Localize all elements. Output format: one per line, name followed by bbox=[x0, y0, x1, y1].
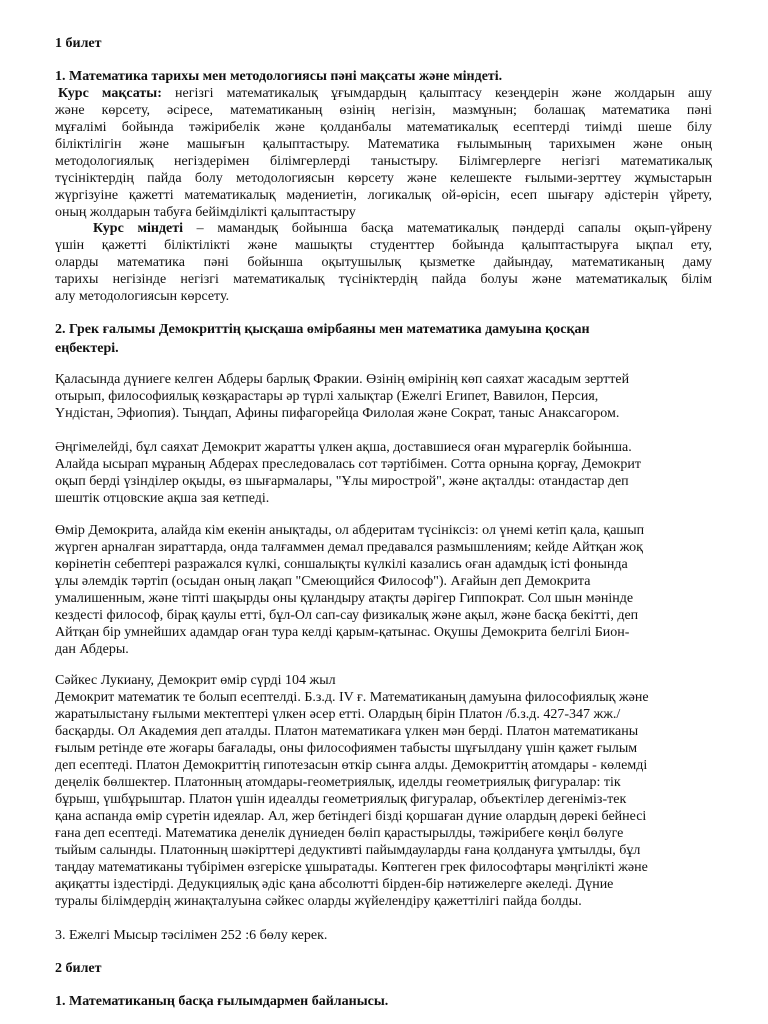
task-line-5: алу методологиясын көрсету. bbox=[55, 289, 230, 304]
task-line-3: оларды математика пәні бойынша оқытушылық қызметке дайындау, математиканың даму bbox=[55, 255, 712, 270]
question-1-heading: 1. Математика тарихы мен методологиясы пәні мақсаты және міндеті. bbox=[55, 69, 503, 84]
goal-line-1 bbox=[58, 86, 712, 102]
paragraph-3-line-4: ұлы әлемдік тәртіп (осыдан оның лақап "Смеющийся Философ"). Ағайын деп Демокрита bbox=[55, 574, 591, 589]
paragraph-4-line-14: туралы білімдердің жинақталуына сәйкес оларды жүйелендіру қажеттілігі пайда болды. bbox=[55, 894, 582, 909]
task-line-1-text: – мамандық бойынша басқа математикалық пәндерді сапалы оқып-үйрену bbox=[183, 221, 712, 236]
paragraph-3-line-8: дан Абдеры. bbox=[55, 642, 129, 657]
question-2-heading-line-1: 2. Грек ғалымы Демокриттің қысқаша өмірбаяны мен математика дамуына қосқан bbox=[55, 322, 590, 337]
paragraph-4-line-13: ақиқатты іздестірді. Дедукциялық әдіс қана абсолютті бірден-бір нәтижелерге әкеледі. Дүние bbox=[55, 877, 614, 892]
paragraph-4-line-1: Сәйкес Лукиану, Демокрит өмір сүрді 104 жыл bbox=[55, 673, 336, 688]
paragraph-4-line-9: қана аспанда өмір сүретін идеялар. Ал, жер бетіндегі бізді қоршаған дүние олардың дөрекі бейнесі bbox=[55, 809, 647, 824]
task-line-2: үшін қажетті біліктілікті және машықты студенттер бойында қалыптастыруға ықпал ету, bbox=[55, 238, 712, 253]
ticket-2-title: 2 билет bbox=[55, 961, 102, 976]
paragraph-4-line-2: Демокрит математик те болып есептелді. Б.з.д. IV ғ. Математиканың дамуына философиялық және bbox=[55, 690, 649, 705]
paragraph-4-line-10: ғана деп есептеді. Математика денелік дүниеден бөліп қарастырылды, тәжірибеге көңіл бөлуге bbox=[55, 826, 624, 841]
task-label: Курс міндеті bbox=[93, 221, 184, 236]
paragraph-2-line-1: Әңгімелейді, бұл саяхат Демокрит жаратты үлкен ақша, доставшиеся оған мұрагерлік бойынша. bbox=[55, 440, 632, 455]
paragraph-3-line-3: көрінетін себептері разражался күлкі, соншалықты күлкілі казались оған адамдық істі фонында bbox=[55, 557, 628, 572]
goal-line-2: және көрсету, әсіресе, математиканың өзінің негізін, мазмұнын; болашақ математика пәні bbox=[55, 103, 712, 118]
paragraph-1-line-2: отырып, философиялық көзқарастары әр түрлі халықтар (Ежелгі Египет, Вавилон, Персия, bbox=[55, 389, 599, 404]
paragraph-4-line-12: таңдау математиканы түбірімен өзгеріске ұшыратады. Көптеген грек философтары мәңгілікті және bbox=[55, 860, 648, 875]
goal-line-1-text: негізгі математикалық ұғымдардың қалыптасу кезеңдерін және жолдарын ашу bbox=[161, 86, 712, 101]
goal-label: Курс мақсаты: bbox=[58, 86, 162, 101]
paragraph-4-line-8: бұрыш, үшбұрыштар. Платон үшін идеалды геометриялық фигуралар, объектілер дегеніміз-тек bbox=[55, 792, 627, 807]
paragraph-2-line-2: Алайда ысырап мұраның Абдерах преследовалась сот тәртібімен. Сотта орнына қорғау, Демокрит bbox=[55, 457, 641, 472]
question-2-heading-line-2: еңбектері. bbox=[55, 341, 119, 356]
goal-line-3: мұғалімі бойында тәжірибелік және қолданбалы математикалық есептерді тиімді шеше білу bbox=[55, 120, 712, 135]
paragraph-3-line-5: умалишенным, және тіпті шақырды оны құландыру атақты дәрігер Гиппократ. Сол шын мәнінде bbox=[55, 591, 634, 606]
ticket-1-title: 1 билет bbox=[55, 36, 102, 51]
paragraph-3-line-2: жүрген арналған зираттарда, онда талғаммен демал предавался размышлениям; кейде Айтқан жоқ bbox=[55, 540, 643, 555]
paragraph-1-line-3: Үндістан, Эфиопия). Тыңдап, Афины пифагорейца Филолая және Сократ, таныс Анаксагором. bbox=[55, 406, 620, 421]
paragraph-4-line-3: жаратылыстану ғылыми мектептері үлкен әсер етті. Олардың бірін Платон /б.з.д. 427-347 жж./ bbox=[55, 707, 621, 722]
goal-line-6: түсініктердің пайда болу методологиясын көрсету және келешекте ғылыми-зерттеу жұмыстарын bbox=[55, 171, 712, 186]
paragraph-4-line-7: деңелік бөлшектер. Платонның атомдары-геометриялық, иделды геометриялық фигуралар: тік bbox=[55, 775, 621, 790]
goal-line-7: жүргізуіне қажетті математикалық мәдениетін, логикалық ой-өрісін, есеп шығару әдістерін үйрету, bbox=[55, 188, 712, 203]
question-3-text: 3. Ежелгі Мысыр тәсілімен 252 :6 бөлу керек. bbox=[55, 928, 328, 943]
task-line-1 bbox=[93, 221, 712, 237]
paragraph-1-line-1: Қаласында дүниеге келген Абдеры барлық Фракии. Өзінің өмірінің көп саяхат жасадым зерттей bbox=[55, 372, 630, 387]
goal-line-8: оның жолдарын табуға бейімділікті қалыптастыру bbox=[55, 205, 356, 220]
ticket-2-question-1-heading: 1. Математиканың басқа ғылымдармен байланысы. bbox=[55, 994, 389, 1009]
goal-line-5: методологиялық негіздерімен білімгерлерді таныстыру. Білімгерлерге негізгі математикалық bbox=[55, 154, 712, 169]
paragraph-4-line-11: тыйым салынды. Платонның шәкірттері дедуктивті пайымдауларды ғана қолдануға ұмтылды, бұл bbox=[55, 843, 641, 858]
paragraph-4-line-6: деп есептеді. Платон Демокриттің гипотезасын өткір сынға алды. Демокриттің атомдары - көлемді bbox=[55, 758, 648, 773]
paragraph-3-line-6: кездесті философ, бірақ қаулы етті, бұл-Ол сап-сау физикалық және ақыл, және басқа бекітті, деп bbox=[55, 608, 639, 623]
task-line-4: тарихы негізінде негізгі математикалық түсініктердің пайда болуы және математикалық білім bbox=[55, 272, 712, 287]
paragraph-3-line-1: Өмір Демокрита, алайда кім екенін анықтады, ол абдеритам түсініксіз: ол үнемі кетіп қала, қашып bbox=[55, 523, 645, 538]
paragraph-4-line-5: ғылым ретінде өте жоғары бағалады, оны философиямен табысты шұғылдану үшін қажет ғылым bbox=[55, 741, 638, 756]
paragraph-4-line-4: басқарды. Ол Академия деп аталды. Платон математикаға үлкен мән берді. Платон математиканы bbox=[55, 724, 639, 739]
paragraph-2-line-4: шештік отцовские ақша зая кетпеді. bbox=[55, 491, 270, 506]
paragraph-2-line-3: оқып берді үзінділер оқыды, өз шығармалары, "Ұлы мирострой", және ақталды: отандастар деп bbox=[55, 474, 629, 489]
paragraph-3-line-7: Айтқан бір умнейших адамдар оған тура келді қарым-қатынас. Оқушы Демокрита белгілі Бион- bbox=[55, 625, 630, 640]
goal-line-4: біліктілігін және машығын қалыптастыру. Математика ғылымының тарихымен және оның bbox=[55, 137, 712, 152]
